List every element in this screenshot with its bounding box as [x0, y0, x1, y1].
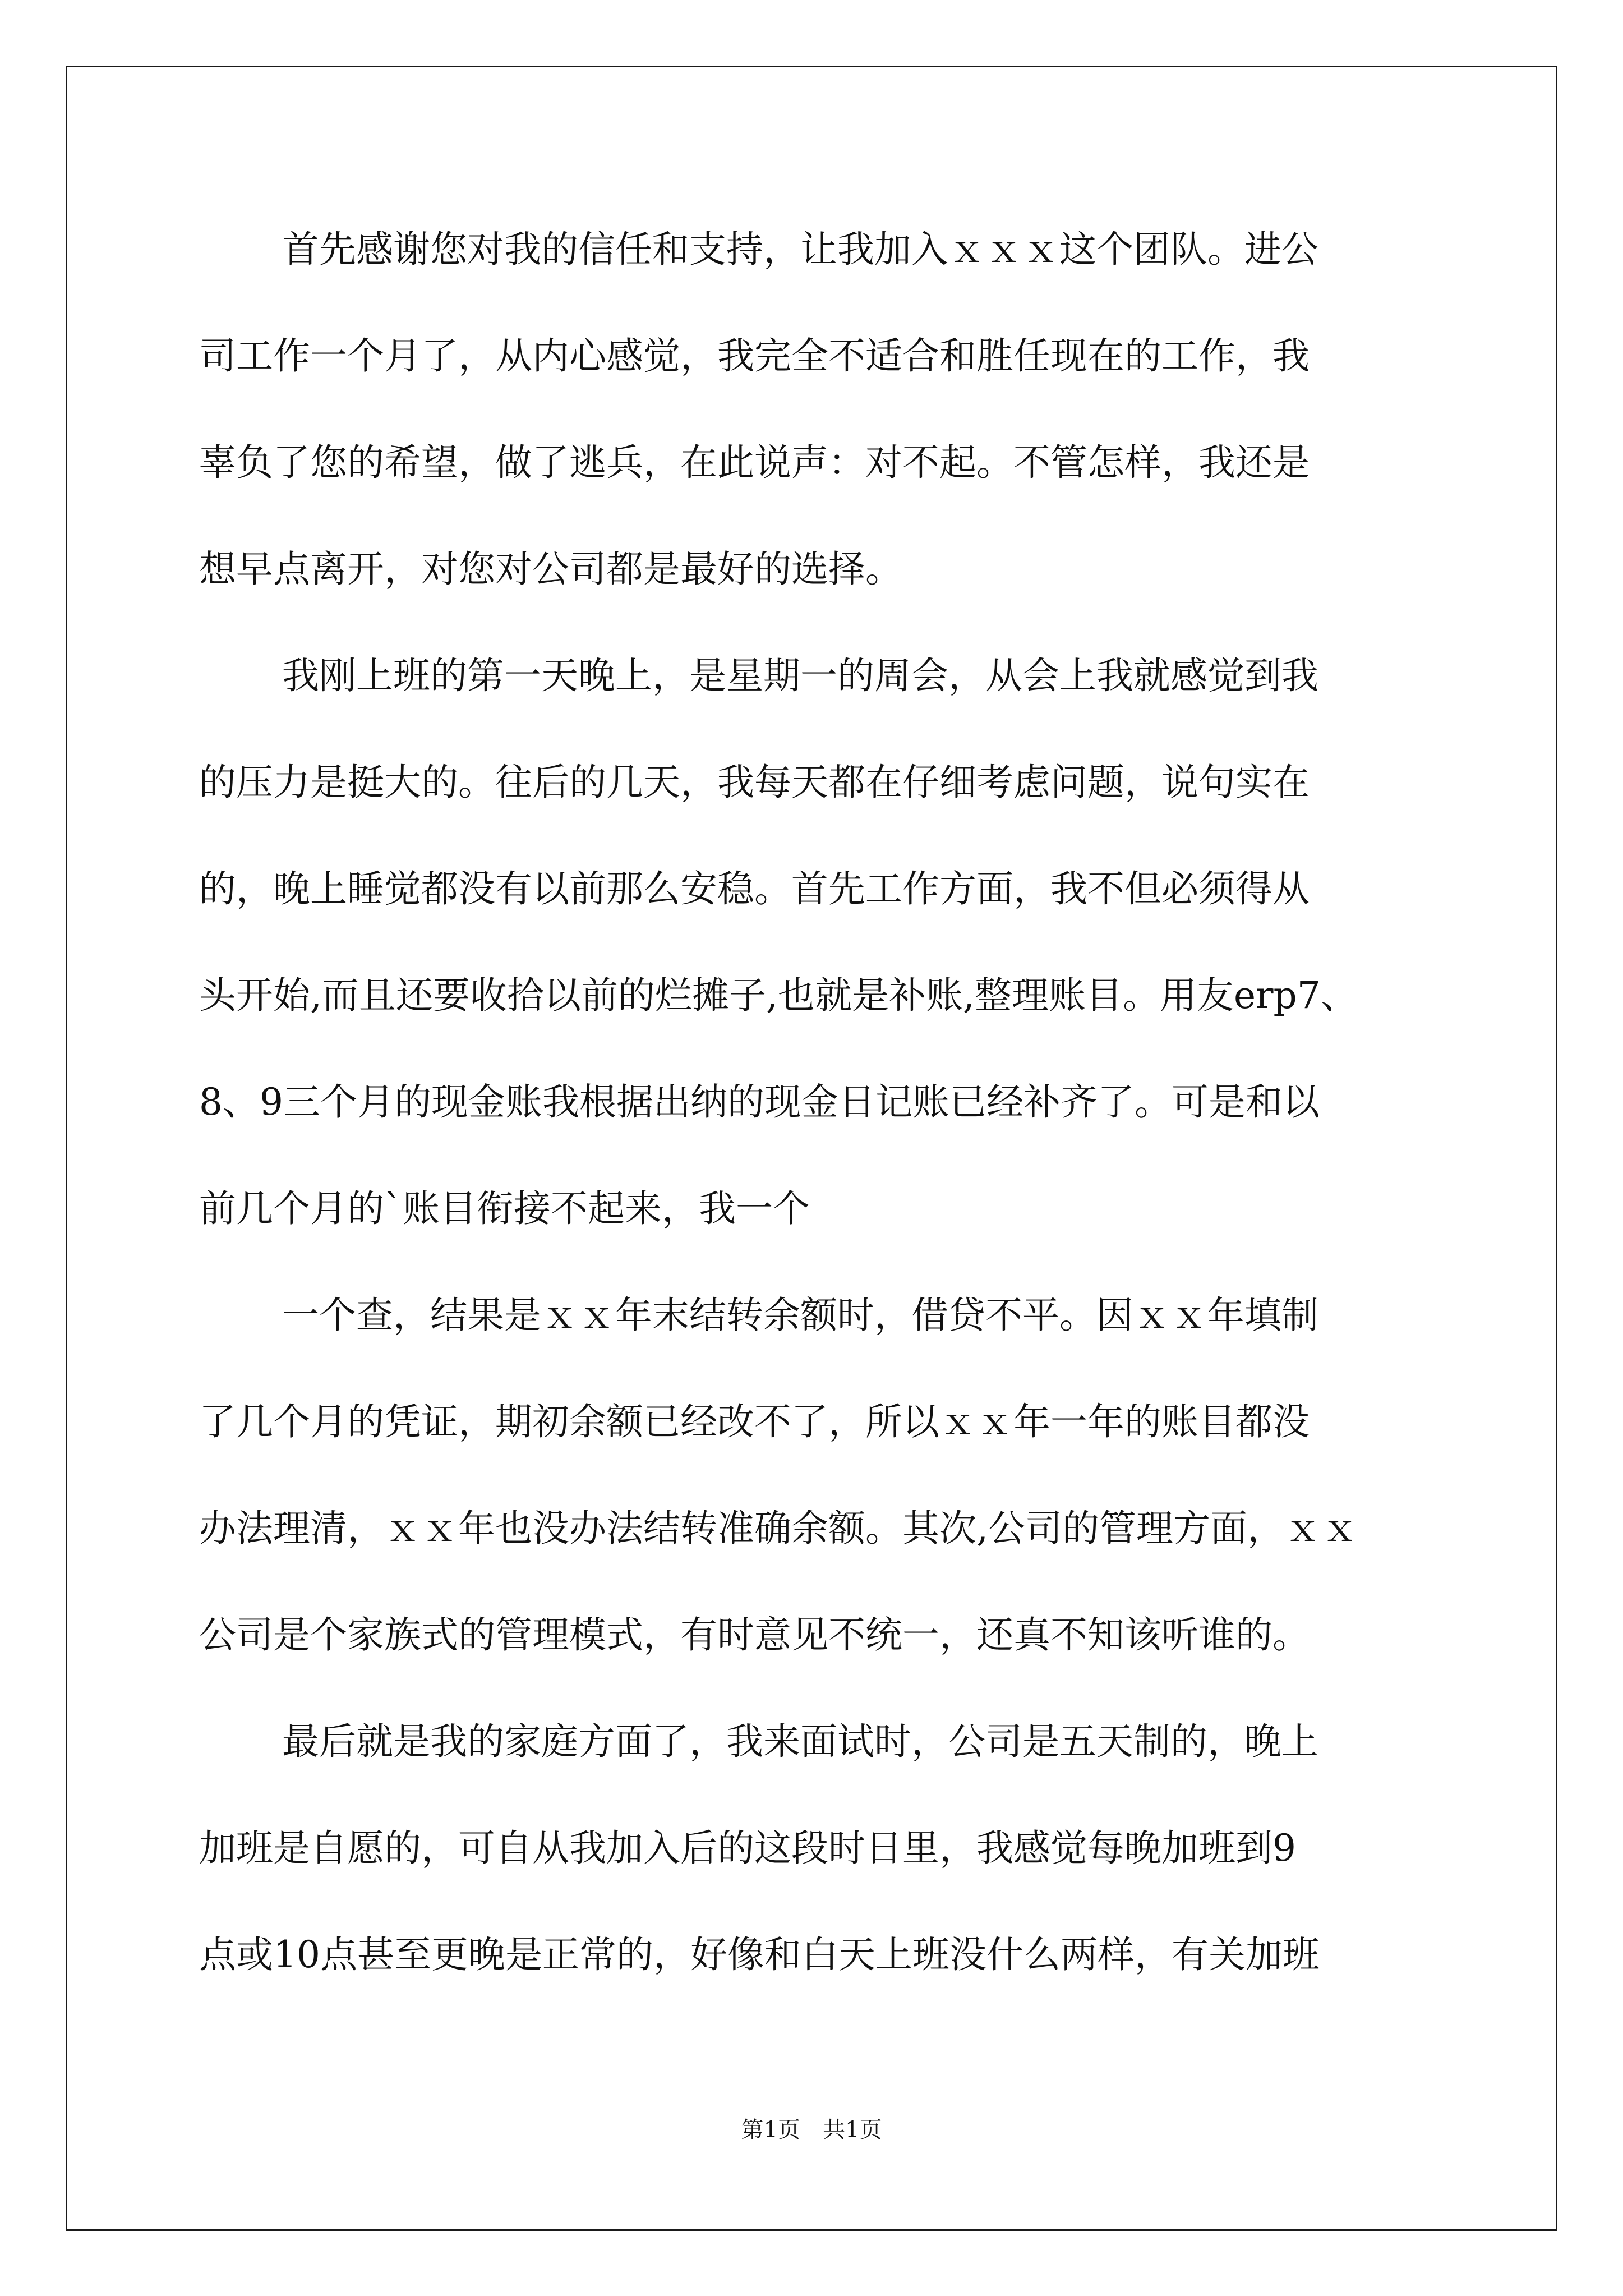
text-line: 司工作一个月了，从内心感觉，我完全不适合和胜任现在的工作，我: [199, 334, 1310, 378]
text-line: 办法理清，ｘｘ年也没办法结转准确余额。其次,公司的管理方面，ｘｘ: [199, 1507, 1358, 1550]
text-line: 首先感谢您对我的信任和支持，让我加入ｘｘｘ这个团队。进公: [282, 228, 1318, 271]
text-line: 我刚上班的第一天晚上，是星期一的周会，从会上我就感觉到我: [282, 654, 1318, 697]
text-line: 最后就是我的家庭方面了，我来面试时，公司是五天制的，晚上: [282, 1720, 1318, 1763]
text-line: 一个查，结果是ｘｘ年末结转余额时，借贷不平。因ｘｘ年填制: [282, 1294, 1318, 1337]
text-line: 8、9三个月的现金账我根据出纳的现金日记账已经补齐了。可是和以: [199, 1080, 1320, 1124]
text-line: 了几个月的凭证，期初余额已经改不了，所以ｘｘ年一年的账目都没: [199, 1400, 1310, 1443]
text-line: 辜负了您的希望，做了逃兵，在此说声：对不起。不管怎样，我还是: [199, 441, 1310, 484]
text-line: 点或10点甚至更晚是正常的，好像和白天上班没什么两样，有关加班: [199, 1933, 1320, 1976]
text-line: 头开始,而且还要收拾以前的烂摊子,也就是补账,整理账目。用友erp7、: [199, 974, 1358, 1017]
text-line: 的，晚上睡觉都没有以前那么安稳。首先工作方面，我不但必须得从: [199, 867, 1310, 910]
text-line: 加班是自愿的，可自从我加入后的这段时日里，我感觉每晚加班到9: [199, 1826, 1296, 1870]
text-line: 想早点离开，对您对公司都是最好的选择。: [199, 547, 902, 591]
page-frame: [66, 66, 1557, 2231]
text-line: 公司是个家族式的管理模式，有时意见不统一，还真不知该听谁的。: [199, 1613, 1310, 1657]
text-line: 的压力是挺大的。往后的几天，我每天都在仔细考虑问题，说句实在: [199, 761, 1310, 804]
text-line: 前几个月的`账目衔接不起来，我一个: [199, 1187, 810, 1230]
page-number-footer: 第1页 共1页: [741, 2117, 882, 2143]
